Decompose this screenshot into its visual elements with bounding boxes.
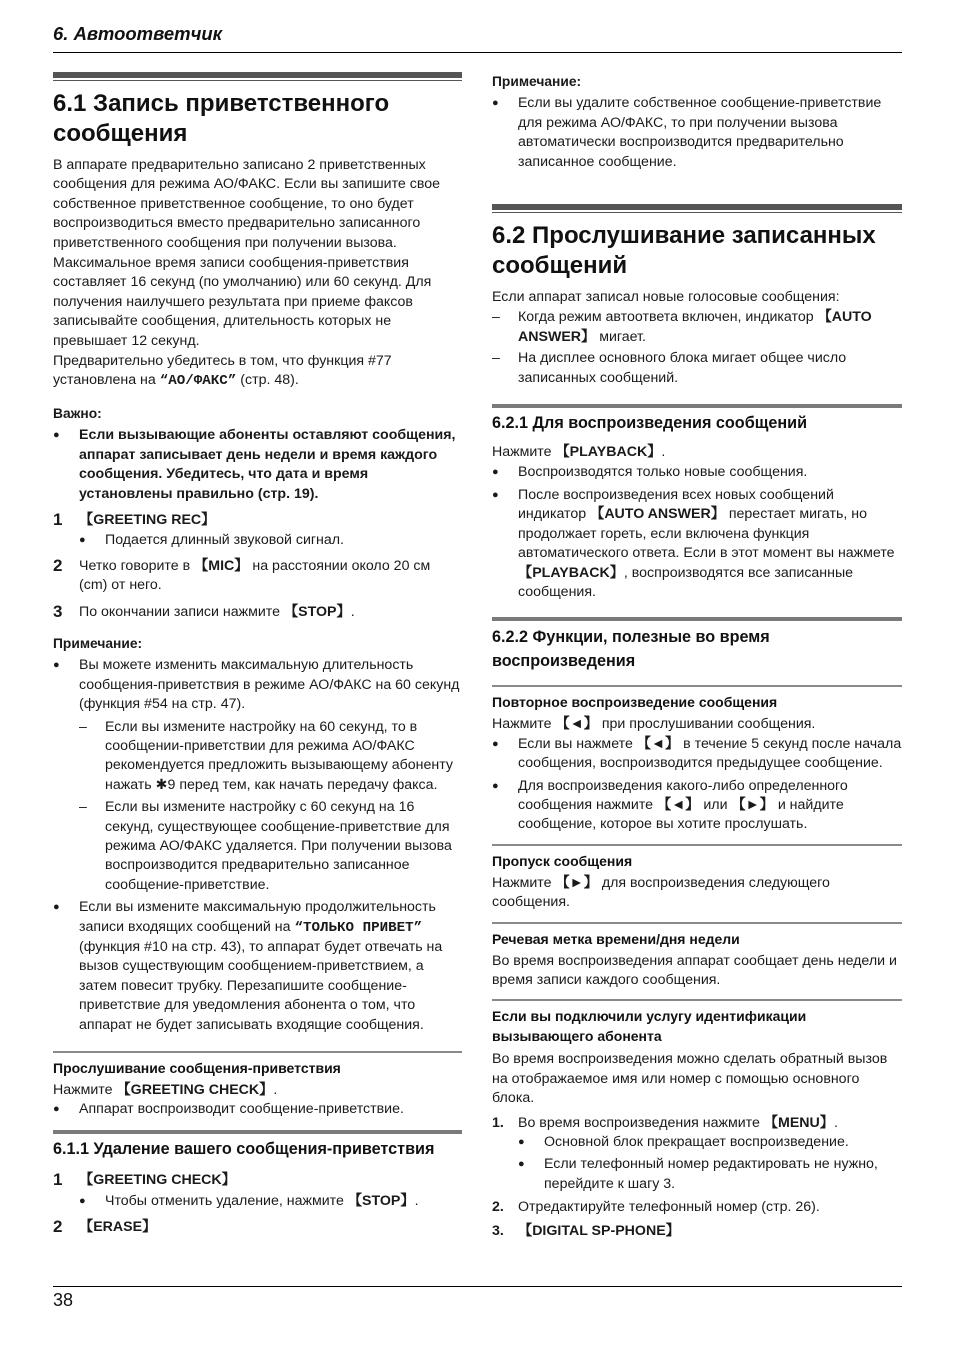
subsection-bar <box>492 999 902 1001</box>
section-6-2-1-title: 6.2.1 Для воспроизведения сообщений <box>492 414 808 433</box>
repeat-bullet-1: ● Если вы нажмете 【◄】 в течение 5 секунд после начала сообщения, воспроизводится предыдущее сообщение. <box>492 735 902 774</box>
right-column <box>492 72 902 1241</box>
erase-step-2: 2 【ERASE】 <box>53 1216 157 1236</box>
greeting-rec-key: 【GREETING REC】 <box>79 511 216 528</box>
digital-sp-phone-key: 【DIGITAL SP-PHONE】 <box>518 1222 680 1239</box>
subsection-bar <box>53 1051 462 1053</box>
intro-paragraph-1: В аппарате предварительно записано 2 приветственных сообщения для режима АО/ФАКС. Если вы запишите свое собственное приветственное сообщение, то оно будет воспроизводиться вместо предварительно записанного приветственного сообщения при получении вызова. <box>53 157 441 251</box>
time-stamp-title: Речевая метка времени/дня недели <box>492 930 740 947</box>
back-key: 【◄】 <box>636 735 680 752</box>
subsection-bar <box>53 1130 462 1134</box>
intro-paragraph-3: Предварительно убедитесь в том, что функция #77 установлена на “AO/ФАКС” (стр. 48). <box>53 353 392 390</box>
header-rule <box>53 52 902 53</box>
greeting-only-value: “ТОЛЬКО ПРИВЕТ” <box>294 919 423 936</box>
subsection-bar <box>492 922 902 924</box>
section-bar <box>53 72 462 78</box>
section-bar <box>492 204 902 210</box>
repeat-bullet-2: ● Для воспроизведения какого-либо определенного сообщения нажмите 【◄】 или 【►】 и найдите сообщение, которое вы хотите прослушать. <box>492 777 902 835</box>
caller-id-step-2: 2. Отредактируйте телефонный номер (стр. 26). <box>492 1199 820 1216</box>
section-6-1-title: 6.1 Запись приветственного сообщения <box>53 90 390 147</box>
forward-key: 【►】 <box>555 874 598 891</box>
subsection-bar <box>492 685 902 687</box>
listen-greeting-bullet: ● Аппарат воспроизводит сообщение-приветствие. <box>53 1100 462 1119</box>
skip-title: Пропуск сообщения <box>492 852 633 869</box>
caller-id-step-1-note-1: ● Основной блок прекращает воспроизведение. <box>492 1133 902 1152</box>
forward-key: 【►】 <box>731 796 774 813</box>
back-key: 【◄】 <box>555 716 598 733</box>
subsection-bar <box>492 617 902 621</box>
repeat-title: Повторное воспроизведение сообщения <box>492 694 778 711</box>
intro-paragraph-2: Максимальное время записи сообщения-приветствия составляет 16 секунд (по умолчанию) или 60 секунд. Для получения наилучшего результата при приеме факсов записывайте сообщения, длительность которых не превышает 12 секунд. <box>53 255 432 349</box>
record-step-2: 2 Четко говорите в 【MIC】 на расстоянии около 20 см (cm) от него. <box>53 555 431 594</box>
listen-greeting-instruction: Нажмите 【GREETING CHECK】. <box>53 1082 278 1099</box>
playback-instruction: Нажмите 【PLAYBACK】. <box>492 444 666 461</box>
stop-key: 【STOP】 <box>283 603 351 620</box>
caller-id-step-1-note-2: ● Если телефонный номер редактировать не нужно, перейдите к шагу 3. <box>492 1155 902 1194</box>
stop-key: 【STOP】 <box>347 1193 415 1210</box>
section-6-2-2-title: 6.2.2 Функции, полезные во время воспроизведения <box>492 628 770 671</box>
subsection-bar <box>492 844 902 846</box>
page-number: 38 <box>53 1290 74 1310</box>
erase-key: 【ERASE】 <box>79 1218 157 1235</box>
caller-id-title: Если вы подключили услугу идентификации вызывающего абонента <box>492 1008 807 1045</box>
note-bullet-2: ● Если вы измените максимальную продолжительность записи входящих сообщений на “ТОЛЬКО ПРИВЕТ” (функция #10 на стр. 43), то аппарат будет отвечать на вызов существующим сообщением-приветствием, а затем повесит трубку. Перезапишите сообщение-приветствие для уведомления абонента о том, что аппарат не будет записывать входящие сообщения. <box>53 898 462 1035</box>
mic-key: 【MIC】 <box>194 557 249 574</box>
note-bullet-1: ● Вы можете изменить максимальную длительность сообщения-приветствия в режиме АО/ФАКС на 60 секунд (функция #54 на стр. 47). <box>53 656 462 714</box>
menu-key: 【MENU】 <box>763 1114 834 1131</box>
greeting-check-key: 【GREETING CHECK】 <box>79 1171 236 1188</box>
subsection-bar <box>492 404 902 408</box>
chapter-header: 6. Автоответчик <box>53 23 223 44</box>
footer-rule <box>53 1286 902 1287</box>
section-bar-thin <box>53 80 462 81</box>
playback-bullet-1: ● Воспроизводятся только новые сообщения. <box>492 463 902 482</box>
section-6-2-dash-1: – Когда режим автоответа включен, индикатор 【AUTO ANSWER】 мигает. <box>492 308 902 347</box>
important-label: Важно: <box>53 405 102 421</box>
note-dash-1: – Если вы измените настройку на 60 секунд, то в сообщении-приветствии для режима АО/ФАКС рекомендуется предложить вызывающему абоненту нажать ✱9 перед тем, как начать передачу факса. <box>53 718 462 796</box>
repeat-instruction: Нажмите 【◄】 при прослушивании сообщения. <box>492 716 816 733</box>
section-bar-thin <box>492 212 902 213</box>
skip-instruction: Нажмите 【►】 для воспроизведения следующего сообщения. <box>492 874 830 911</box>
section-6-2-dash-2: – На дисплее основного блока мигает общее число записанных сообщений. <box>492 349 902 388</box>
note-bullet: ● Если вы удалите собственное сообщение-приветствие для режима АО/ФАКС, то при получении вызова автоматически воспроизводится предварительно записанное сообщение. <box>492 94 902 172</box>
auto-answer-key: 【AUTO ANSWER】 <box>590 506 725 523</box>
greeting-check-key: 【GREETING CHECK】 <box>116 1082 274 1099</box>
back-key: 【◄】 <box>657 796 700 813</box>
note-label: Примечание: <box>53 635 143 651</box>
section-6-2-title: 6.2 Прослушивание записанных сообщений <box>492 222 876 279</box>
record-step-3: 3 По окончании записи нажмите 【STOP】. <box>53 601 355 621</box>
note-label: Примечание: <box>492 74 582 89</box>
auto-answer-key: 【AUTO ANSWER】 <box>518 309 872 345</box>
caller-id-text: Во время воспроизведения можно сделать обратный вызов на отображаемое имя или номер с помощью основного блока. <box>492 1051 888 1107</box>
playback-bullet-2: ● После воспроизведения всех новых сообщений индикатор 【AUTO ANSWER】 перестает мигать, но продолжает гореть, если включена функция автоматического ответа. Если в этот момент вы нажмете 【PLAYBACK】, воспроизводятся все записанные сообщения. <box>492 486 902 602</box>
record-step-1: 1 【GREETING REC】 <box>53 509 216 529</box>
section-6-1-1-title: 6.1.1 Удаление вашего сообщения-приветствия <box>53 1139 435 1158</box>
left-column <box>53 72 462 1237</box>
playback-key: 【PLAYBACK】 <box>555 444 662 461</box>
time-stamp-text: Во время воспроизведения аппарат сообщает день недели и время записи каждого сообщения. <box>492 952 897 988</box>
erase-step-1-note: ● Чтобы отменить удаление, нажмите 【STOP】. <box>53 1192 462 1211</box>
playback-key: 【PLAYBACK】 <box>518 564 624 581</box>
note-dash-2: – Если вы измените настройку с 60 секунд на 16 секунд, существующее сообщение-приветствие для режима АО/ФАКС удаляется. При получении вызова воспроизводится предварительно записанное сообщение-приветствие. <box>53 798 462 895</box>
record-step-1-note: ● Подается длинный звуковой сигнал. <box>53 531 462 550</box>
erase-step-1: 1 【GREETING CHECK】 <box>53 1169 236 1189</box>
section-6-2-intro: Если аппарат записал новые голосовые сообщения: <box>492 289 840 306</box>
listen-greeting-title: Прослушивание сообщения-приветствия <box>53 1060 341 1077</box>
caller-id-step-1: 1. Во время воспроизведения нажмите 【MENU】. <box>492 1114 838 1131</box>
mode-value: “AO/ФАКС” <box>159 373 237 390</box>
caller-id-step-3: 3. 【DIGITAL SP-PHONE】 <box>492 1222 680 1239</box>
important-bullet: ● Если вызывающие абоненты оставляют сообщения, аппарат записывает день недели и время каждого сообщения. Убедитесь, что дата и время установлены правильно (стр. 19). <box>53 426 462 504</box>
